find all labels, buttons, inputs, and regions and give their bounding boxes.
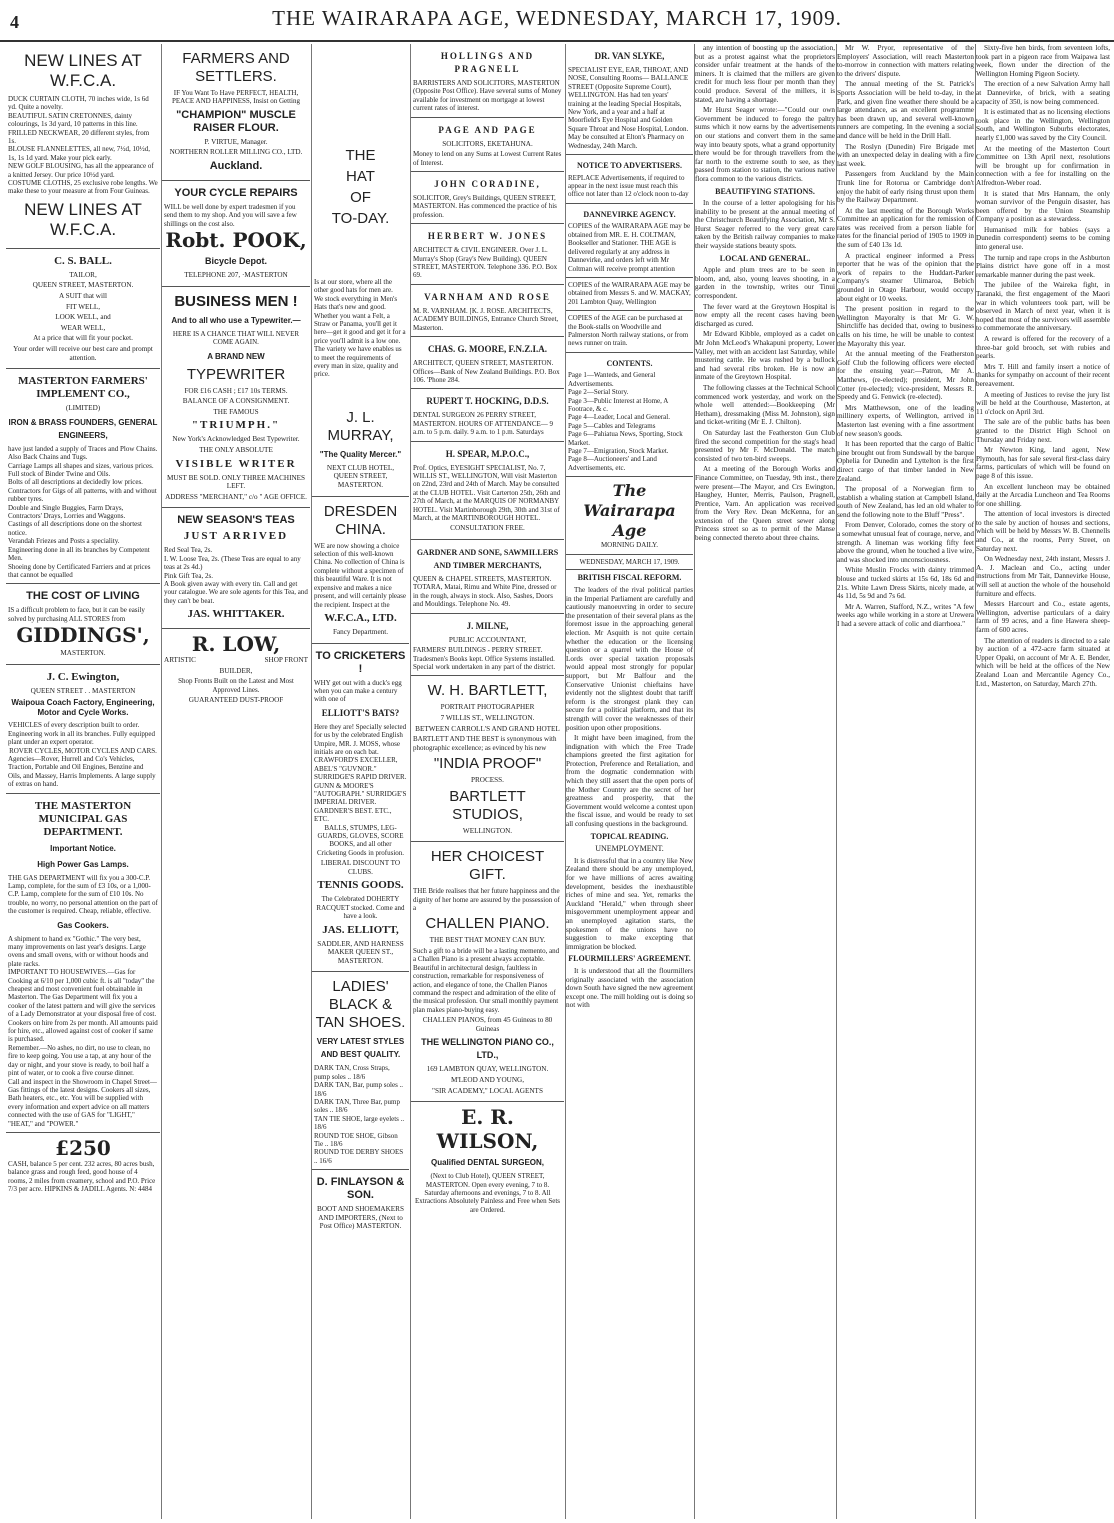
ad-name: JAS. ELLIOTT, [322, 923, 399, 936]
article-paragraph: Apple and plum trees are to be seen in bloom, and, also, young leaves shooting, in a garden in the township, writes our Tinui correspondent. [695, 266, 835, 301]
ad-item: Full stock of Binder Twine and Oils. [8, 470, 111, 479]
ad-name: VARNHAM AND ROSE [424, 291, 551, 302]
ad-item: Contractors for Gigs of all patterns, with and without rubber tyres. [8, 486, 157, 504]
ad-text: WE are now showing a choice selection of this well-known China. No collection of China is complete without a specimen of this beautiful Ware. It is not expensive and makes a nice present, and will certainly please the recipient. Inspect at the [314, 541, 406, 609]
article-paragraph: The leaders of the rival political parties in the Imperial Parliament are carefully and cautiously manoeuvring in order to secure the presentation of their several plans as the foremost issue in the approaching general election. Mr Asquith is not quite certain whether the education or the licensing question or a quarrel with the House of Lords over special taxation proposals would appeal most strongly for popular support, but Mr Balfour and the Conservative Unionist chieftains have evidently not the slightest doubt that tariff reform is the strongest plank they can secure for a political platform, and that its strength will cover the weaknesses of their position upon other propositions. [566, 586, 693, 732]
ad-name: HERBERT W. JONES [427, 231, 548, 242]
ad-text: 169 LAMBTON QUAY, WELLINGTON. [426, 1065, 549, 1074]
ad-item: have just landed a supply of Traces and Plow Chains. Also Back Chains and Tugs. [8, 444, 158, 462]
ad-text: At a price that will fit your pocket. [33, 334, 133, 343]
ad-sub: And to all who use a Typewriter.— [171, 315, 301, 325]
article-paragraph: The proposal of a Norwegian firm to establish a whaling station at Campbell Island, south of New Zealand, has led an old whaler to send the following note to the Bluff "Press". [837, 485, 974, 519]
article-paragraph: A practical engineer informed a Press reporter that he was of the opinion that the work of repairs to the Huddart-Parker Company's steamer Ulimaroa, Bebich grounded in Otago Harbour, would occupy about eight or 10 weeks. [837, 251, 974, 303]
ad-item: Call and inspect in the Showroom in Chapel Street—Gas fittings of the latest designs. Cookers all sizes, Bath heaters, etc., etc. You will be supplied with every information and expert advice on all matters connected with the use of GAS for "LIGHT," "HEAT," and "POWER." [8, 1077, 157, 1128]
ad-challen-piano [411, 842, 564, 1102]
ad-text: SPECIALIST EYE, EAR, THROAT, AND NOSE, Consulting Rooms— BALLANCE STREET (Opposite Supreme Court), WELLINGTON. Has had ten years' training at the leading Special Hospitals, New York, and a year and a half at Moorfield's Eye Hospital and Golden Square Throat and Nose Hospital, London. May be consulted at Elton's Pharmacy on Wednesday, 24th March. [568, 66, 689, 150]
ad-cs-ball [6, 249, 160, 369]
article-paragraph: It has been reported that the cargo of Baltic pine brought out from Sundswall by the barque Ophelia for Dunedin and Lyttelton is the first direct cargo of that timber landed in New Zealand. [837, 440, 974, 483]
ad-text: (LIMITED) [65, 404, 101, 413]
ad-text: P. VIRTUE, Manager. [204, 137, 268, 146]
ad-sub: Auckland. [209, 160, 263, 172]
column-1 [6, 44, 160, 1519]
ad-text: (Next to Club Hotel), QUEEN STREET, MASTERTON. Open every evening, 7 to 8. Saturday afternoons and evenings, 7 to 8. All Extractions Absolutely Painless and Free when Sets are Ordered. [414, 1172, 561, 1214]
section-heading: DANNEVIRKE AGENCY. [583, 209, 676, 219]
ad-farmers-implement [6, 369, 160, 584]
ad-spear [411, 442, 564, 540]
ad-text: MASTERTON. [60, 649, 106, 658]
edition-label: MORNING DAILY. [600, 541, 659, 550]
ad-sub: TENNIS GOODS. [317, 879, 404, 892]
article-title: BEAUTIFYING STATIONS. [715, 186, 815, 196]
ad-amount: £250 [55, 1135, 111, 1160]
article-paragraph: The jubilee of the Waireka fight, in Taranaki, the first engagement of the Maori war in which volunteers took part, will be observed in March of next year, when it is hoped that most of the survivors will assemble to commemorate the anniversary. [976, 281, 1110, 333]
section-heading: CONTENTS. [606, 358, 653, 368]
article-paragraph: The turnip and rape crops in the Ashburton Plains district have gone off in a most remarkable manner during the past week. [976, 253, 1110, 279]
article-paragraph: It is estimated that as no licensing elections took place in the Wellington, Wellington South, and Wellington Suburbs electorates, nearly £1,000 was saved by the City Council. [976, 108, 1110, 142]
ad-text: Fancy Department. [332, 627, 389, 636]
ad-text: PUBLIC ACCOUNTANT, [448, 635, 527, 644]
editorial-masthead [566, 481, 693, 570]
page-number: 4 [10, 12, 19, 32]
ad-text: PORTRAIT PHOTOGRAPHER [440, 703, 535, 712]
ad-wilson-dentist [411, 1102, 564, 1218]
ad-text: QUEEN & CHAPEL STREETS, MASTERTON. TOTARA, Matai, Rimu and White Pine, dressed or in the rough, always in stock. Also, Sashes, Doors and Mouldings. Telephone No. 49. [413, 574, 557, 609]
ad-name: E. R. WILSON, [436, 1105, 539, 1154]
article-paragraph: It is stated that Mrs Hannam, the only woman survivor of the Penguin disaster, has been offered by the Union Steamship Company a position as a stewardess. [976, 189, 1110, 224]
ad-text: IS a difficult problem to face, but it can be easily solved by purchasing ALL STORES from [8, 606, 145, 623]
ad-text: FIT WELL, [65, 302, 101, 311]
ad-text: DENTAL SURGEON 26 PERRY STREET, MASTERTON. HOURS OF ATTENDANCE— 9 a.m. to 5 p.m. daily. 9 a.m. to 1 p.m. Saturdays [413, 411, 554, 437]
ad-name: PAGE AND PAGE [438, 124, 537, 135]
ad-headline: "INDIA PROOF" [433, 755, 542, 772]
ad-text: M'LEOD AND YOUNG, [450, 1076, 525, 1085]
article-paragraph: Mrs T. Hill and family insert a notice of thanks for sympathy on account of their recent bereavement. [976, 362, 1110, 388]
section-heading: NOTICE TO ADVERTISERS. [576, 161, 682, 171]
ad-item: Remember.—No ashes, no dirt, no use to clean, no fire to keep going. You use a tap, at any hour of the day or night, and your stove is ready, to boil half a pint of water, or to cook a five course dinner. [8, 1043, 152, 1078]
ad-text: Your order will receive our best care and prompt attention. [13, 345, 153, 362]
contents-item: Page 3—Public Interest at Home, A Footrace, & c. [568, 396, 668, 413]
article-paragraph: The annual meeting of the St. Patrick's Sports Association will be held to-day, in the Park, and given fine weather there should be a large attendance, as an excellent programme has been drawn up, and several well-known runners are competing. In the evening a social and dance will be held in the Drill Hall. [837, 80, 974, 140]
ad-headline: YOUR CYCLE REPAIRS [174, 187, 298, 199]
article-paragraph: At the annual meeting of the Featherston Golf Club the following officers were elected for the ensuing year:—Patron, Mr A. Matthews, (re-elected); president, Mr John Cotter (re-elected); vice-president, Messrs R. Speedy and G. Fenwick (re-elected). [837, 350, 974, 402]
ad-text: "SIR ACADEMY," LOCAL AGENTS [432, 1086, 543, 1095]
ad-text: GUARANTEED DUST-PROOF [188, 696, 284, 705]
ad-text: ARTISTIC [164, 656, 196, 665]
ad-item: DARK TAN, Cross Straps, pump soles .. 18/6 [314, 1064, 390, 1081]
ad-headline: BUSINESS MEN ! [174, 292, 298, 310]
article-paragraph: The following classes at the Technical School commenced work yesterday, and work on the whole well attended:—Bookkeeping (Mr Hetham), dressmaking (Miss M. Johnston), sign and ticket-writing (Mr E. J. Chilton). [695, 383, 835, 427]
ad-text: BALLS, STUMPS, LEG-GUARDS, GLOVES, SCORE BOOKS, and all other Cricketing Goods in profusion. [316, 823, 405, 857]
ad-item: VEHICLES of every description built to order. Engineering work in all its branches. Fully equipped plant under an expert operator. [8, 721, 155, 747]
article-paragraph: It might have been imagined, from the indignation with which the Free Trade champions greeted the first agitation for Protection, Preference and Retaliation, and from the dogmatic condemnation with which they still assert that the open ports of the Mother Country are the secret of her greatness and prosperity, that the Government would welcome a contest upon the fiscal issue, and would be ready to set all confusing questions in the background. [566, 734, 693, 829]
ad-sub: THE WELLINGTON PIANO CO., LTD., [421, 1037, 554, 1061]
ad-text: M. R. VARNHAM. [K. J. ROSE. ARCHITECTS, ACADEMY BUILDINGS, Entrance Church Street, Masterton. [413, 306, 559, 332]
ad-item: We stock everything in Men's Hats that's new and good. [314, 294, 398, 312]
ad-text: Money to lend on any Sums at Lowest Current Rates of Interest. [413, 150, 562, 167]
ad-item: Double and Single Buggies, Farm Drays, Contractors' Drays, Lorries and Waggons. [8, 503, 126, 521]
ad-item: IMPORTANT TO HOUSEWIVES.—Gas for Cooking at 6/10 per 1,000 cubic ft. is all "today" the cheapest and most convenient fuel obtainable in Masterton. The Gas Department will fix you a cooker of the latest pattern and will give the services of a Lady Demonstrator at your disposal free of cost. Cookers on hire from 2s per month. All amounts paid for hire, etc., allowed against cost of cooker if same is purchased. [8, 968, 158, 1044]
ad-cash-farm [6, 1133, 160, 1198]
masthead [0, 0, 1114, 42]
ad-text: WHY get out with a duck's egg when you can make a century with one of [314, 678, 402, 704]
article-unemployment [566, 833, 693, 952]
ad-name: JOHN CORADINE, [434, 179, 541, 190]
ad-ladies-shoes [312, 972, 409, 1170]
ad-text: TAILOR, [69, 270, 97, 279]
article-paragraph: Passengers from Auckland by the Main Trunk line for Rotorua or Cambridge don't enjoy the habit of early rising thrust upon them by the Railway Department. [837, 170, 974, 205]
ad-item: Whether you want a Felt, a Straw or Panama, you'll get it here—get it good and get it for a price you'll admit is a low one. [314, 311, 406, 345]
contents-item: Page 4—Leader, Local and General. [568, 413, 670, 422]
ad-sub: VERY LATEST STYLES AND BEST QUALITY. [316, 1037, 405, 1060]
article-paragraph: On Saturday last the Featherston Gun Club fired the second competition for the stag's head presented by Mr F. McDonald. The match consisted of two ten-bird sweeps. [695, 428, 835, 463]
ad-name: JAS. WHITTAKER. [187, 608, 285, 621]
ad-name: J. MILNE, [466, 620, 509, 631]
article-paragraph: Humanised milk for babies (says a Dunedin correspondent) seems to be coming into general use. [976, 225, 1110, 252]
column-6 [695, 44, 835, 1519]
article-paragraph: White Muslin Frocks with dainty trimmed blouse and tucked skirts at 15s 6d, 18s 6d and 21s. White Lawn Dress Skirts, nicely made, at 4s 11d, 5s 9d and 7s 6d. [837, 566, 974, 601]
ad-text: BETWEEN CARROLL'S AND GRAND HOTEL [415, 724, 560, 733]
article-paragraph: Mr Hurst Seager wrote:—"Could our own Government be induced to forego the paltry sums which it now earns by the advertisements on our stations and convert them in the same way into beauty spots, what a grand opportunity there would be for through travellers from the far north to the extreme south to see, as they passed from station to station, the various native flora common to the various districts. [695, 106, 835, 183]
ad-sub: Waipoua Coach Factory, Engineering, Motor and Cycle Works. [11, 698, 155, 718]
ad-text: FOR £16 CASH ; £17 10s TERMS. [184, 386, 288, 395]
ad-name: Robt. POOK, [165, 228, 307, 253]
article-paragraph: The present position in regard to the Wellington Mayoralty is that Mr G. W. Shirtcliffe has decided that, owing to business calls on his time, he will be unable to contest the Mayoralty this year. [837, 305, 974, 348]
ad-headline: THE [345, 147, 376, 164]
article-paragraph: The attention of readers is directed to a sale by auction of a 472-acre farm situated at Upper Opaki, on account of Mr A. E. Bender, which will be held at the offices of the New Zealand Loan and Mercantile Agency Co., Ltd., Masterton, on Saturday, March 27th. [976, 636, 1110, 688]
ad-text: NEXT CLUB HOTEL, QUEEN STREET, MASTERTON. [326, 463, 395, 490]
edition-date: WEDNESDAY, MARCH 17, 1909. [566, 554, 693, 571]
article-title: FLOURMILLERS' AGREEMENT. [568, 954, 691, 964]
ad-text: A SUIT that will [59, 292, 107, 301]
article-title: TOPICAL READING. [590, 831, 669, 841]
ad-name: THE MASTERTON MUNICIPAL GAS DEPARTMENT. [34, 799, 132, 838]
ad-text: LIBERAL DISCOUNT TO CLUBS. [320, 859, 401, 876]
ad-headline: FARMERS AND SETTLERS. [182, 50, 290, 85]
ad-page-and-page [411, 118, 564, 172]
ad-name: CHALLEN PIANO. [425, 915, 550, 933]
ad-item: DUCK CURTAIN CLOTH, 70 inches wide, 1s 6d yd. Quite a novelty. [8, 95, 149, 112]
ad-item: NEW GOLF BLOUSING, has all the appearance of a knitted Jersey. Our price 10½d yard. [8, 162, 154, 179]
article-paragraph: It is distressful that in a country like New Zealand there should be any unemployed, for we have millions of acres awaiting development, besides the inexhaustible riches of mine and sea. Yet, remarks the Auckland "Herald," when through sheer misgovernment unemployment appear and an unemployed agitation starts, the spokesmen of the unions have no suggestion to make excepting that immigration be blocked. [566, 856, 693, 951]
ad-text: TELEPHONE 207, ·MASTERTON [184, 271, 288, 280]
ad-name: W.F.C.A., LTD. [324, 611, 397, 624]
ad-name: C. S. BALL. [54, 254, 112, 267]
ad-text: BUILDER, [219, 666, 253, 675]
article-paragraph: A reward is offered for the recovery of a three-bar gold brooch, set with rubies and pearls. [976, 335, 1110, 361]
ad-name: MASTERTON FARMERS' IMPLEMENT CO., [18, 375, 148, 401]
article-paragraph: The erection of a new Salvation Army hall at Dannevirke, of brick, with a seating capacity of 350, is now being commenced. [976, 80, 1110, 106]
ad-headline: DRESDEN CHINA. [323, 502, 398, 538]
article-paragraph: Mrs Matthewson, one of the leading millinery experts, of Wellington, arrived in Masterton last evening with a fine assortment of new season's goods. [837, 403, 974, 438]
ad-text: QUEEN STREET, MASTERTON. [32, 281, 134, 290]
article-paragraph: At the last meeting of the Borough Works Committee an application for the remission of rates was received from a person liable for rates for the financial period of 1905 to 1909 in the sum of £40 13s 1d. [837, 206, 974, 250]
contents-item: Page 2—Serial Story. [568, 388, 629, 397]
ad-text: REPLACE Advertisements, if required to appear in the next issue must reach this office not later than 12 o'clock noon to-day [568, 173, 689, 199]
article-paragraph: The fever ward at the Greytown Hospital is now empty all the recent cases having been discharged as cured. [695, 302, 835, 328]
article-paragraph: Mr W. Pryor, representative of the Employers' Association, will reach Masterton to-morrow in connection with matters relating to the drivers' dispute. [837, 44, 974, 78]
ad-item: COSTUME CLOTHS, 25 exclusive robe lengths. We make these to your measure at from Four Guineas. [8, 179, 158, 196]
ad-milne [411, 614, 564, 677]
ad-text: Shop Fronts Built on the Latest and Most Approved Lines. [178, 677, 294, 694]
article-paragraph: Messrs Harcourt and Co., estate agents, Wellington, advertise particulars of a dairy farm of 99 acres, and a fine Hawera sheep-farm of 600 acres. [976, 600, 1110, 634]
ad-item: The variety we have enables us to meet the requirements of every man in size, quality and price. [314, 345, 402, 379]
ad-sub: IRON & BRASS FOUNDERS, GENERAL ENGINEERS, [8, 417, 158, 440]
column-7 [837, 44, 974, 1519]
article-flourmillers [566, 955, 693, 1010]
ad-text: 7 WILLIS ST., WELLINGTON. [440, 714, 535, 722]
ad-r-low [162, 629, 310, 711]
ad-item: Is at our store, where all the other good hats for men are. [314, 278, 393, 295]
ad-cricketers [312, 644, 409, 973]
notice-dannevirke [566, 204, 693, 278]
article-paragraph: The sale are of the public baths has been granted to the District High School on Thursday and Friday next. [976, 418, 1110, 444]
ad-item: A Book given away with every tin. Call and get your catalogue. We are sole agents for this Tea, and they can't be beat. [164, 580, 308, 605]
article-leader [566, 574, 693, 828]
contents-item: Page 6—Pahiatua News, Sporting, Stock Market. [568, 430, 683, 447]
ad-item: ROUND TOE DERBY SHOES .. 16/6 [314, 1148, 404, 1165]
ad-text: BARRISTERS AND SOLICITORS, MASTERTON (Opposite Post Office). Have several sums of Money available for investment on mortgage at lowest current rates of interest. [413, 79, 562, 113]
ad-bartlett [411, 676, 564, 842]
contents-item: Page 1—Wanteds, and General Advertisements. [568, 371, 656, 388]
article-paragraph: any intention of boosting up the association, but as a protest against what the proprietors consider unfair treatment at the hands of the miners. It is claimed that the millers are given credit for much less flour per month than they could produce. Several of the millers, it is stated, are having a shortage. [695, 44, 835, 104]
ad-name: H. SPEAR, M.P.O.C., [445, 448, 530, 459]
ad-text: Here they are! Specially selected for us by the celebrated English Umpire, MR. J. MOSS, whose initials are on each bat. CRAWFORD'S EXCELLER, ABEL'S "GUVNOR." SURRIDGE'S RAPID DRIVER. GUNN & MOORE'S "AUTOGRAPH." SURRIDGE'S IMPERIAL DRIVER. GARDNER'S BEST. ETC., ETC. [314, 722, 407, 824]
ad-name: RUPERT T. HOCKING, D.D.S. [426, 396, 549, 407]
ad-text: HERE IS A CHANCE THAT WILL NEVER COME AGAIN. [172, 329, 300, 347]
contents-item: Page 8—Auctioneers' and Land Advertisements, etc. [568, 455, 657, 472]
ad-sub: "TRIUMPH." [191, 419, 281, 432]
ad-sub: A BRAND NEW [207, 351, 265, 361]
ad-name: J. L. MURRAY, [327, 408, 394, 444]
notice-advertisers [566, 155, 693, 204]
ad-item: Engineering done in all its branches by Competent Men. [8, 545, 150, 563]
ad-headline: TO CRICKETERS ! [315, 649, 406, 675]
ad-item: Carriage Lamps all shapes and sizes, various prices. [8, 461, 154, 470]
ad-headline: NEW SEASON'S TEAS [177, 514, 295, 527]
article-paragraph: At the meeting of the Masterton Court Committee on 13th April next, resolutions will be brought up for confirmation in connection with a fee for installing on the Alfredton-Weber road. [976, 144, 1110, 187]
ad-text: NORTHERN ROLLER MILLING CO., LTD. [169, 148, 303, 157]
ad-sub: "CHAMPION" MUSCLE RAISER FLOUR. [176, 108, 296, 134]
ad-text: COPIES of the WAIRARAPA AGE may be obtained from MR. E. H. COLTMAN, Bookseller and Stationer. THE AGE is delivered regularly at any address in Dannevirke, and orders left with Mr Coltman will receive prompt attention [568, 222, 691, 273]
ad-headline: TYPEWRITER [186, 365, 286, 383]
ad-sub: High Power Gas Lamps. [37, 859, 129, 869]
article-paragraph: From Denver, Colorado, comes the story of a somewhat unusual feat of courage, nerve, and strength. A lineman was working fifty feet above the ground, when he touched a live wire, and was shocked into unconsciousness. [837, 521, 974, 564]
column-8 [976, 44, 1110, 1519]
ad-text: The Celebrated DOHERTY RACQUET stocked. Come and have a look. [316, 895, 405, 921]
ad-text: ARCHITECT & CIVIL ENGINEER. Over J. L. Murray's Shop (Gray's New Building). QUEEN STREET, MASTERTON. Telephone 336. P.O. Box 69. [413, 246, 558, 280]
ad-text: WELLINGTON. [462, 826, 513, 835]
ad-item: Pink Gift Tea, 2s. [164, 571, 213, 580]
ad-headline: NEW LINES AT W.F.C.A. [24, 199, 142, 239]
ad-text: BARTLETT AND THE BEST is synonymous with photographic excellence; as evinced by his new [413, 735, 557, 752]
ad-text: COPIES of the AGE can be purchased at the Book-stalls on Woodville and Palmerston North railway stations, or from news runner on train. [568, 314, 689, 348]
ad-teas [162, 508, 310, 629]
ad-item: Red Seal Tea, 2s. [164, 546, 213, 555]
ad-item: A shipment to hand ex "Gothic." The very best, many improvements on last year's designs. Large ovens and small ovens, with or without hoods and plate racks. [8, 934, 149, 968]
column-4 [411, 44, 564, 1519]
ad-text: COPIES of the WAIRARAPA AGE may be obtained from Messrs S. and W. MACKAY, 201 Lambton Quay, Wellington [568, 280, 691, 306]
ad-text: IF You Want To Have PERFECT, HEALTH, PEACE AND HAPPINESS, Insist on Getting [172, 89, 300, 106]
ad-hocking [411, 389, 564, 441]
ad-text: WILL be well done by expert tradesmen if you send them to my shop. And you will save a few shillings on the cost also. [164, 203, 297, 228]
ad-van-slyke [566, 44, 693, 155]
ad-text: THE BEST THAT MONEY CAN BUY. [429, 936, 546, 945]
article-paragraph: A meeting of Justices to revise the jury list will be held at the Courthouse, Masterton, at 11 o'clock on April 3rd. [976, 390, 1110, 416]
ad-jones [411, 224, 564, 285]
ad-ewington [6, 665, 160, 794]
column-5 [566, 44, 693, 1519]
article-paragraph: It is understood that all the flourmillers originally associated with the association down South have signed the new agreement except one. The mill holding out is doing so not with [566, 966, 693, 1010]
article-paragraph: An excellent luncheon may be obtained daily at the Arcadia Luncheon and Tea Rooms for one shilling. [976, 482, 1110, 508]
ad-headline: HER CHOICEST GIFT. [430, 848, 545, 884]
ad-item: BEAUTIFUL SATIN CRETONNES, dainty colourings, 1s 3d yard, 10 patterns in this line. [8, 111, 138, 129]
ad-item: Castings of all descriptions done on the shortest notice. [8, 520, 142, 537]
ad-text: LOOK WELL, and [55, 313, 111, 322]
column-3 [312, 44, 409, 1519]
ad-item: Shoeing done by Certificated Farriers and at prices that cannot be equalled [8, 562, 151, 579]
ad-item: ROVER CYCLES, MOTOR CYCLES AND CARS. [9, 746, 157, 755]
ad-item: Bolts of all descriptions at decidedly low prices. [8, 478, 143, 487]
ad-dresden-china [312, 497, 409, 644]
ad-farmers-settlers [162, 44, 310, 181]
ad-cost-of-living [6, 584, 160, 664]
ad-sub: Gas Cookers. [57, 920, 109, 930]
ad-headline: OF [350, 189, 371, 206]
ad-text: CHALLEN PIANOS, from 45 Guineas to 80 Guineas [422, 1016, 553, 1033]
ad-text: QUEEN STREET . . MASTERTON [30, 686, 136, 695]
ad-item: DARK TAN, Three Bar, pump soles .. 18/6 [314, 1098, 400, 1115]
ad-wfca-new-lines [6, 44, 160, 249]
contents-box [566, 353, 693, 477]
article-paragraph: Mr A. Warren, Stafford, N.Z., writes "A few weeks ago while working in a store at Urewera I had a severe attack of colic and diarrhoea." [837, 602, 974, 628]
ad-text: SADDLER, AND HARNESS MAKER QUEEN ST., MASTERTON. [317, 939, 404, 965]
newspaper-name: The Wairarapa Age [583, 481, 676, 541]
article-paragraph: At a meeting of the Borough Works and Finance Committee, on Tuesday, 9th inst., there were present—The Mayor, and Crs Ewington, Haughey, Hunter, Merris, Paulson, Pragnell, Prentice, Varn. An application was received from the Very Rev. Dean McKenna, for an extension of the Queen street sewer along Princess street so as to permit of the Manse being connected thereto about three chains. [695, 465, 835, 543]
ad-text: ADDRESS "MERCHANT," c/o " AGE OFFICE. [165, 492, 307, 501]
article-paragraph: The attention of local investors is directed to the sale by auction of houses and sections, which will be held by Messrs W. B. Chennells and Co., at the rooms, Perry Street, on Saturday next. [976, 510, 1110, 553]
ad-text: SOLICITORS, EKETAHUNA. [442, 139, 533, 148]
ad-item: TAN TIE SHOE, large eyelets .. 18/6 [314, 1114, 405, 1132]
newspaper-title: THE WAIRARAPA AGE, WEDNESDAY, MARCH 17, 1909. [272, 6, 842, 30]
ad-item: FRILLED NECKWEAR, 20 different styles, from 1s. [8, 128, 150, 146]
ad-typewriter [162, 287, 310, 509]
ad-item: I. W. Loose Tea, 2s. (These Teas are equal to any teas at 2s 4d.) [164, 554, 301, 572]
ad-text: Such a gift to a bride will be a lasting memento, and a Challen Piano is a present always acceptable. Beautiful in architectural design, faultless in construction, remarkable for responsiveness of action, and elegance of tone, the Challen Pianos command the respect and admiration of the elite of the musical profession. Our small monthly payment plan makes piano-buying easy. [413, 947, 560, 1014]
ad-sub: Bicycle Depot. [204, 256, 268, 267]
ad-text: CONSULTATION FREE. [450, 524, 525, 533]
ad-text: New York's Acknowledged Best Typewriter. [172, 435, 300, 444]
ad-text: THE FAMOUS [213, 407, 259, 416]
ad-sub: Important Notice. [50, 843, 116, 853]
ad-sub: "The Quality Mercer." [319, 449, 402, 459]
ad-text: WEAR WELL, [60, 323, 106, 332]
ad-name: GARDNER AND SONE, SAWMILLERS AND TIMBER MERCHANTS, [416, 547, 559, 570]
ad-text: PROCESS. [471, 776, 504, 784]
ad-sub: VISIBLE WRITER [175, 457, 297, 470]
ad-sub: Qualified DENTAL SURGEON, [430, 1158, 545, 1168]
ad-text: THE GAS DEPARTMENT will fix you a 300-C.P. Lamp, complete, for the sum of £3 10s, or a 1,000-C.P. Lamp, complete for the sum of £10 10s. No trouble, no worry, no personal attention on the part of the customer is required. Cheap, reliable, effective. [8, 873, 158, 916]
column-2 [162, 44, 310, 1519]
ad-name: CHAS. G. MOORE, F.N.Z.I.A. [428, 344, 547, 355]
notice-bookstalls [566, 311, 693, 353]
article-paragraph: Mr Newton King, land agent, New Plymouth, has for sale several first-class dairy farms, particulars of which will be found on page 8 of this issue. [976, 446, 1110, 480]
article-title: LOCAL AND GENERAL. [719, 253, 811, 263]
ad-hollings-pragnell [411, 44, 564, 118]
ad-gardner [411, 540, 564, 614]
ad-gas-department [6, 794, 160, 1133]
ad-name: HOLLINGS AND PRAGNELL [440, 51, 535, 74]
ad-name: J. C. Ewington, [46, 670, 120, 683]
ad-name: W. H. BARTLETT, [427, 682, 548, 700]
ad-text: MUST BE SOLD. ONLY THREE MACHINES LEFT. [166, 473, 306, 491]
notice-wellington [566, 278, 693, 311]
ad-name: DR. VAN SLYKE, [594, 51, 665, 61]
ad-headline: LADIES' BLACK & TAN SHOES. [315, 978, 406, 1032]
ad-headline: TO-DAY. [331, 210, 390, 227]
ad-sub: JUST ARRIVED [183, 530, 289, 543]
contents-item: Page 7—Emigration, Stock Market. [568, 447, 669, 455]
ad-headline: NEW LINES AT W.F.C.A. [24, 51, 142, 90]
ad-text: THE Bride realises that her future happiness and the dignity of her home are assured by the possession of a [413, 887, 560, 912]
ad-text: CASH, balance 5 per cent. 232 acres, 80 acres bush, balance grass and rough feed, good house of 4 rooms, 2 miles from creamery, school and P.O. Price 7/3 per acre. HIPKINS & JADILL Agents. N: 4484 [8, 1159, 156, 1194]
ad-text: Prof. Optics, EYESIGHT SPECIALIST, No. 7, WILLIS ST., WELLINGTON, Will visit Masterton on 22nd, 23rd and 24th of March. May be consulted at the CLUB HOTEL. Visit Carterton 25th, 26th and 27th of March, at the MARQUIS OF NORMANBY HOTEL. Visit Martinborough 29th, 30th and 31st of March, at the MARTINBOROUGH HOTEL. [413, 463, 561, 522]
article-paragraph: Mr Edward Kibble, employed as a cadet on Mr John McLeod's Whakapuni property, Lower Valley, met with an accident last Saturday, while mustering cattle. He was rushed by a bullock and had several ribs broken. He is now an inmate of the Greytown Hospital. [695, 330, 835, 382]
ad-text: FARMERS' BUILDINGS - PERRY STREET. Tradesmen's Books kept. Office Systems installed. Special work undertaken in any part of the district. [413, 646, 556, 671]
ad-sub: ELLIOTT'S BATS? [321, 707, 400, 718]
ad-text: SHOP FRONT [264, 656, 308, 665]
article-paragraph: In the course of a letter apologising for his inability to be present at the annual meeting of the Christchurch Beautifying Association, Mr S. Hurst Seager referred to the very great care taken by the British railway companies to make their wayside stations beauty spots. [695, 199, 835, 251]
ad-finlayson [312, 1170, 409, 1237]
ad-text: BALANCE OF A CONSIGNMENT. [182, 397, 290, 406]
ad-name: GIDDINGS', [16, 623, 150, 648]
ad-text: THE ONLY ABSOLUTE [199, 446, 273, 454]
ad-item: ROUND TOE SHOE, Gibson Tie .. 18/6 [314, 1131, 398, 1149]
ad-item: DARK TAN, Bar, pump soles .. 18/6 [314, 1081, 404, 1098]
ad-hat-of-today [312, 44, 409, 497]
ad-headline: THE COST OF LIVING [26, 590, 140, 603]
ad-text: ARCHITECT, QUEEN STREET, MASTERTON. Offices—Bank of New Zealand Buildings. P.O. Box 106. 'Phone 284. [413, 359, 560, 384]
article-title: BRITISH FISCAL REFORM. [577, 573, 682, 583]
ad-item: Verandah Friezes and Posts a speciality. [8, 537, 120, 546]
ad-text: BOOT AND SHOEMAKERS AND IMPORTERS, (Next to Post Office) MASTERTON. [317, 1205, 404, 1231]
article-paragraph: On Wednesday next, 24th instant, Messrs J. A. J. Maclean and Co., acting under instructions from Mr Tait, Dannevirke House, will sell at auction the whole of the household furniture and effects. [976, 555, 1110, 598]
article-subtitle: UNEMPLOYMENT. [595, 844, 664, 854]
ad-moore [411, 337, 564, 389]
ad-coradine [411, 172, 564, 224]
article-paragraph: Sixty-five hen birds, from seventeen lofts, took part in a pigeon race from Waipawa last week, flown under the direction of the Wellington Homing Pigeon Society. [976, 44, 1110, 78]
contents-item: Page 5—Cables and Telegrams [568, 421, 656, 430]
ad-name: D. FINLAYSON & SON. [316, 1176, 405, 1202]
ad-name: R. LOW, [191, 632, 281, 657]
ad-item: BLOUSE FLANNELETTES, all new, 7½d, 10½d, 1s, 1s 1d yard. Make your pick early. [8, 145, 151, 162]
ad-cycle-repairs [162, 181, 310, 287]
ad-item: Agencies—Rover, Hurrell and Co's Vehicles, Traction, Portable and Oil Engines, Benzine and Oils, and Massey, Harris Implements. A large supply of extras on hand. [8, 754, 156, 789]
ad-varnham-rose [411, 285, 564, 337]
article-paragraph: The Roslyn (Dunedin) Fire Brigade met with an unexpected delay in dealing with a fire last week. [837, 142, 974, 168]
ad-headline: HAT [346, 168, 375, 185]
ad-headline: BARTLETT STUDIOS, [449, 787, 526, 823]
ad-text: SOLICITOR, Grey's Buildings, QUEEN STREET, MASTERTON. Has commenced the practice of his profession. [413, 194, 557, 219]
